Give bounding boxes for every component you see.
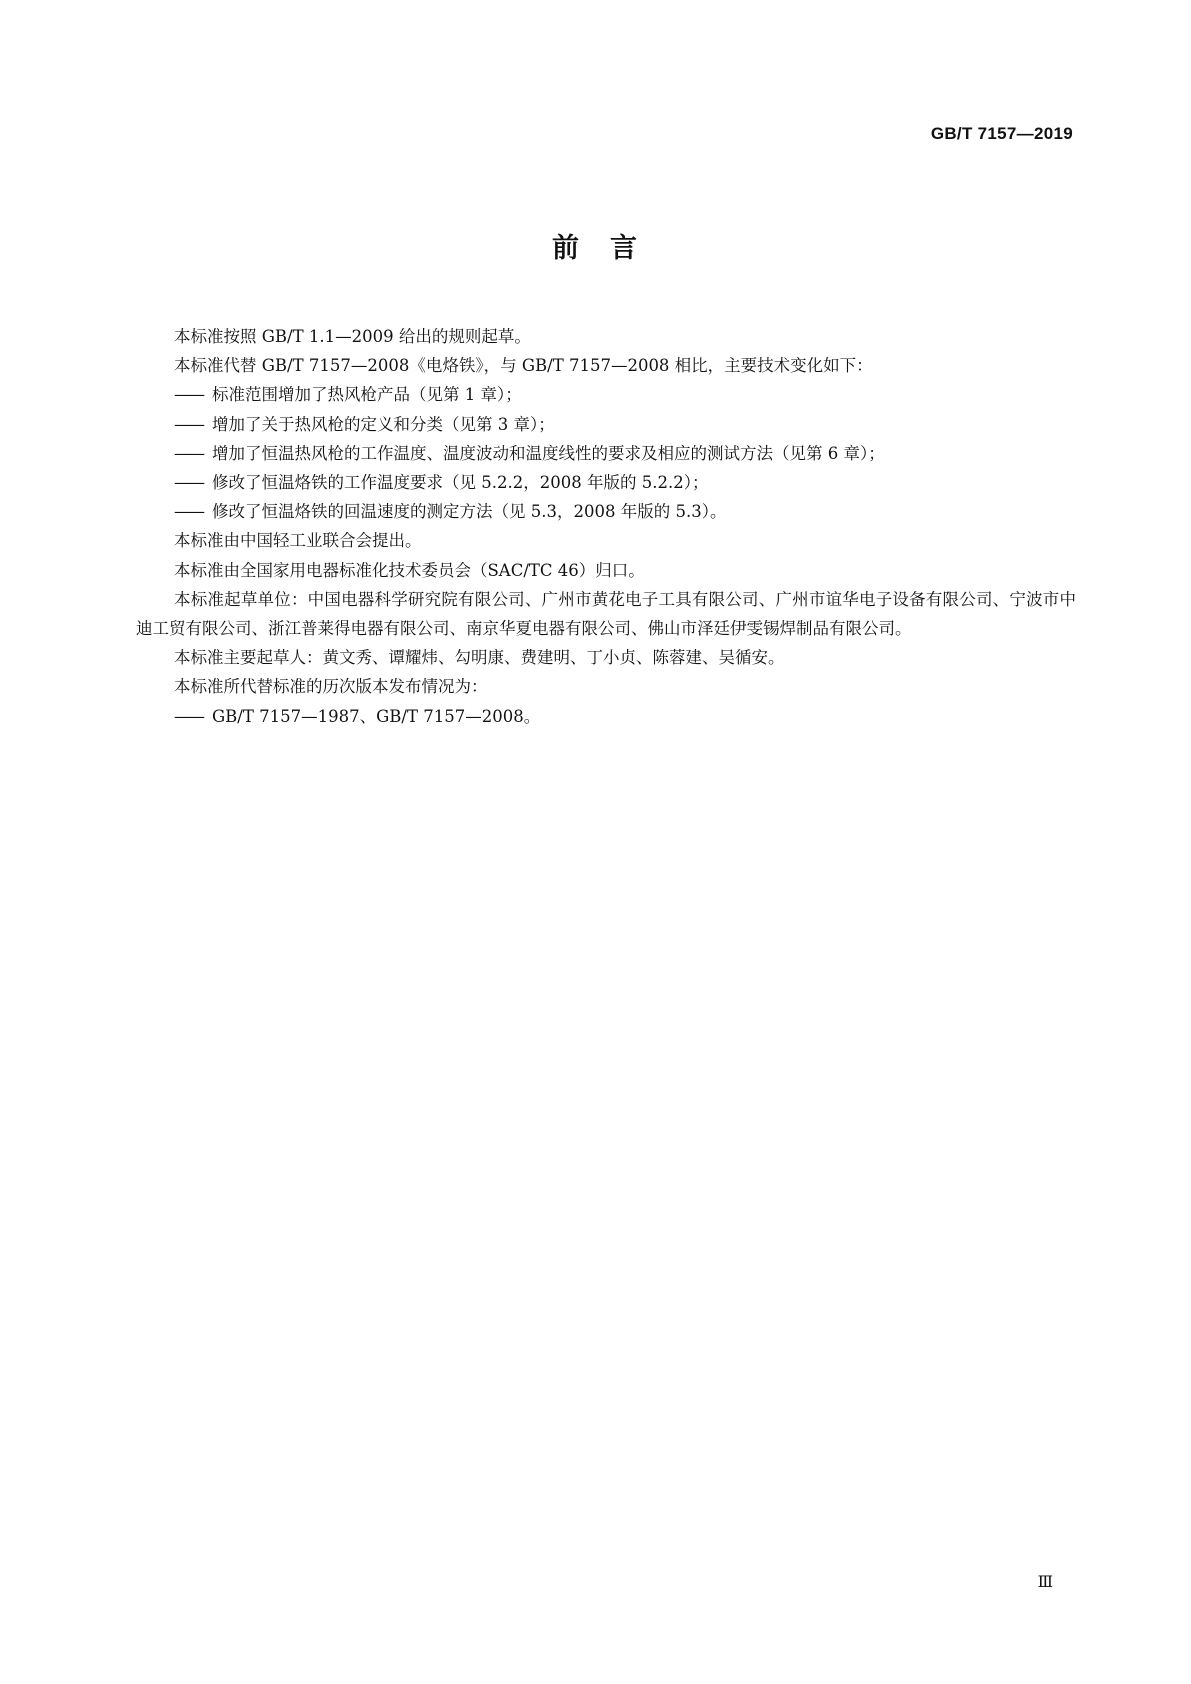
list-item-text: 修改了恒温烙铁的回温速度的测定方法（见 5.3，2008 年版的 5.3）。 xyxy=(212,502,727,522)
list-item-text: 增加了恒温热风枪的工作温度、温度波动和温度线性的要求及相应的测试方法（见第 6 章）； xyxy=(212,443,885,463)
list-item-change xyxy=(174,410,1074,439)
standard-number: GB/T 7157—2019 xyxy=(930,124,1073,143)
page-title: 前 言 xyxy=(552,233,639,264)
dash-marker: —— xyxy=(174,502,203,522)
foreword-body xyxy=(136,322,1076,731)
list-item-change xyxy=(174,468,1074,497)
list-item-change xyxy=(174,380,1074,409)
paragraph-drafting-units: 本标准起草单位：中国电器科学研究院有限公司、广州市黄花电子工具有限公司、广州市谊华电子设备有限公司、宁波市中迪工贸有限公司、浙江普莱得电器有限公司、南京华夏电器有限公司、佛山市泽廷伊雯锡焊制品有限公司。 xyxy=(136,589,1076,639)
paragraph-proposer: 本标准由中国轻工业联合会提出。 xyxy=(174,531,422,551)
dash-marker: —— xyxy=(174,414,203,434)
dash-marker: —— xyxy=(174,443,203,463)
list-item-text: GB/T 7157—1987、GB/T 7157—2008。 xyxy=(212,706,541,726)
list-item-text: 标准范围增加了热风枪产品（见第 1 章）； xyxy=(212,385,522,405)
paragraph-drafters: 本标准主要起草人：黄文秀、谭耀炜、勾明康、费建明、丁小贞、陈蓉建、吴循安。 xyxy=(174,648,785,668)
dash-marker: —— xyxy=(174,385,203,405)
list-item-change xyxy=(174,439,1074,468)
paragraph-drafting-rules: 本标准按照 GB/T 1.1—2009 给出的规则起草。 xyxy=(174,327,531,346)
list-item-text: 增加了关于热风枪的定义和分类（见第 3 章）； xyxy=(212,414,555,434)
list-item-history xyxy=(174,702,1074,731)
list-item-change xyxy=(174,497,1074,526)
paragraph-replacement: 本标准代替 GB/T 7157—2008《电烙铁》，与 GB/T 7157—2008 相比，主要技术变化如下： xyxy=(174,356,873,376)
page-number: Ⅲ xyxy=(1037,1572,1053,1591)
paragraph-committee: 本标准由全国家用电器标准化技术委员会（SAC/TC 46）归口。 xyxy=(174,560,645,580)
dash-marker: —— xyxy=(174,706,203,726)
list-item-text: 修改了恒温烙铁的工作温度要求（见 5.2.2，2008 年版的 5.2.2）； xyxy=(212,473,709,493)
paragraph-history-intro: 本标准所代替标准的历次版本发布情况为： xyxy=(174,677,488,697)
dash-marker: —— xyxy=(174,473,203,493)
